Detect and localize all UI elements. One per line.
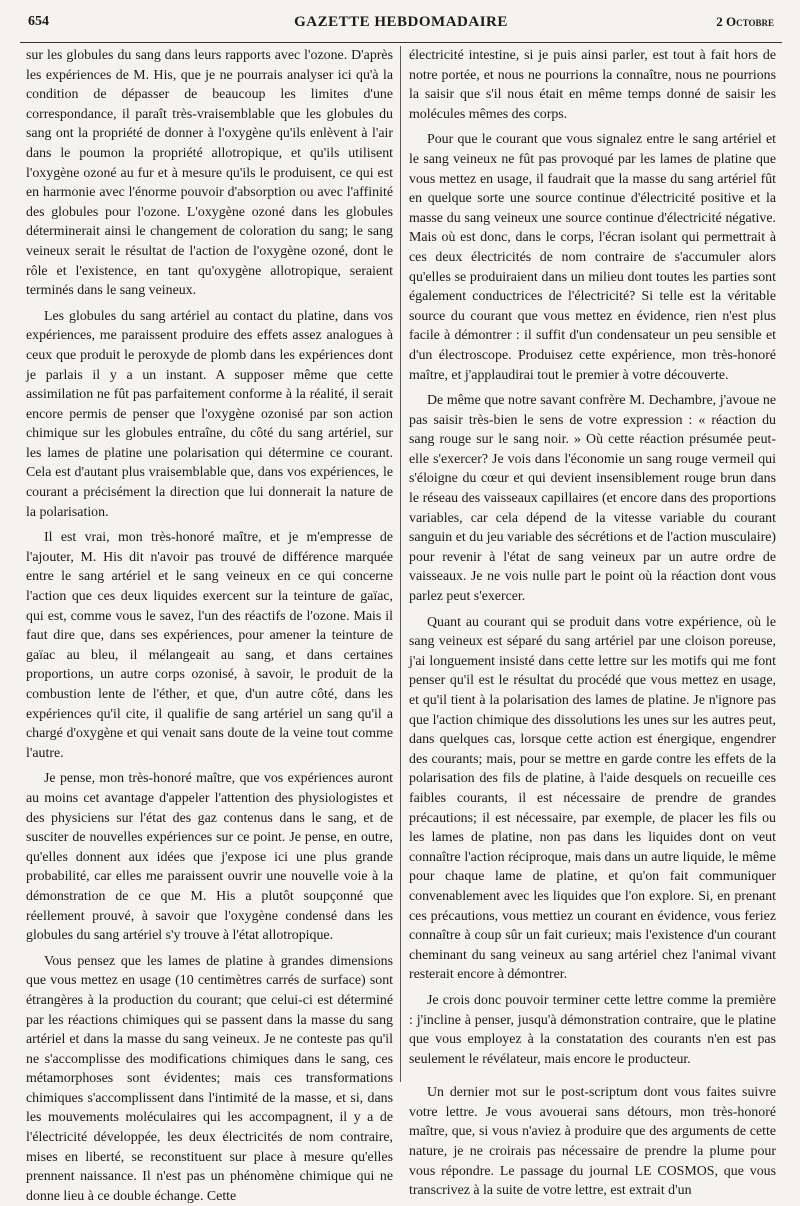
paragraph: De même que notre savant confrère M. Dechambre, j'avoue ne pas saisir très-bien le sens de votre expression : « réaction du sang rouge sur le sang noir. » Où cette réaction présumée peut-elle s'exercer? Je vois dans l'économie un sang rouge vermeil qui s'éloigne du cœur et qui devient insensiblement rouge brun dans le réseau des vaisseaux capillaires (et encore dans des proportions variables, car cela dépend de la vitesse variable du courant sanguin et du jeu variable des sécrétions et de l'action musculaire) pour revenir à l'état de sang veineux par un autre ordre de vaisseaux. Je ne vois nulle part le point où la réaction dont vous parlez peut s'exercer. [409,393,776,605]
left-column [26,46,393,1204]
page-number: 654 [28,14,49,29]
paragraph: Les globules du sang artériel au contact du platine, dans vos expériences, me paraissent produire des effets assez analogues à ceux que produit le peroxyde de plomb dans les expériences dont je parlais il y a un instant. A supposer même que cette assimilation ne fût pas parfaitement conforme à la réalité, il serait encore permis de penser que l'oxygène ozonisé par son action chimique sur les globules entraîne, du côté du sang artériel, sur les lames de platine une polarisation qui détermine ce courant. Cela est d'autant plus vraisemblable que, dans vos expériences, le courant a précisément la direction que lui donnerait la nature de la polarisation. [26,308,393,520]
paragraph: Pour que le courant que vous signalez entre le sang artériel et le sang veineux ne fût pas provoqué par les lames de platine que vous mettez en usage, il faudrait que la masse du sang artériel fût en quelque sorte une source continue d'électricité positive et la masse du sang veineux une source continue d'électricité négative. Mais où est donc, dans le corps, l'écran isolant qui permettrait à ces deux électricités de nom contraire de s'accumuler alors qu'elles se produiraient dans un milieu dont toutes les parties sont également conductrices de l'électricité? Si telle est la véritable source du courant que vous mettez en évidence, rien n'est plus facile à démontrer : il suffit d'un condensateur un peu sensible et d'un électroscope. Produisez cette expérience, mon très-honoré maître, et j'applaudirai tout le premier à votre découverte. [409,132,776,383]
paragraph: Je pense, mon très-honoré maître, que vos expériences auront au moins cet avantage d'appeler l'attention des physiologistes et des physiciens sur l'état des gaz contenus dans le sang, et de susciter de nouvelles expériences sur ce point. Je pense, en outre, qu'elles donnent aux idées que j'expose ici une plus grande probabilité, car elles me paraissent ouvrir une nouvelle voie à la démonstration de ce que M. His a plutôt soupçonné que réellement prouvé, à savoir que l'oxygène condensé dans les globules du sang artériel s'y trouve à l'état allotropique. [26,771,393,944]
right-column [409,46,776,1199]
issue-date-month: Octobre [726,14,774,29]
paragraph: électricité intestine, si je puis ainsi parler, est tout à fait hors de notre portée, et nous ne pourrions la connaître, nous ne pourrions la saisir que s'il nous était en même temps donné de saisir les molécules mêmes des corps. [409,48,776,122]
paragraph: Un dernier mot sur le post-scriptum dont vous faites suivre votre lettre. Je vous avouerai sans détours, mon très-honoré maître, que, si vous n'aviez à produire que des arguments de cette nature, je ne croirais pas nécessaire de prendre la plume pour vous répondre. Le passage du journal LE COSMOS, que vous transcrivez à la suite de votre lettre, est extrait d'un [409,1085,776,1199]
paragraph: Vous pensez que les lames de platine à grandes dimensions que vous mettez en usage (10 centimètres carrés de surface) sont étrangères à la production du courant; que celui-ci est déterminé par les réactions chimiques qui se passent dans la masse du sang artériel et dans la masse du sang veineux. Je ne conteste pas qu'il ne s'accomplisse des modifications chimiques dans le sang, ces métamorphoses sont évidentes; mais ces transformations chimiques s'accomplissent dans l'intimité de la masse, et si, dans les mouvements moléculaires qui les accompagnent, il y a de l'électricité développée, les deux électricités de nom contraire, mises en liberté, se reconstituent sur place à mesure qu'elles prennent naissance. Il n'est pas un phénomène chimique qui ne donne lieu à ce double échange. Cette [26,953,393,1204]
paragraph: sur les globules du sang dans leurs rapports avec l'ozone. D'après les expériences de M. His, que je ne pourrais analyser ici qu'à la condition de dépasser de beaucoup les limites d'une correspondance, il paraît très-vraisemblable que les globules du sang ont la propriété de donner à l'oxygène qu'ils enlèvent à l'air dans le poumon la propriété allotropique, et qu'ils utilisent l'oxygène ozoné au fur et à mesure qu'ils le produisent, ce qui est en harmonie avec l'énorme pouvoir d'absorption ou avec l'affinité des globules pour l'ozone. L'oxygène ozoné dans les globules déterminerait ainsi le changement de coloration du sang; le sang veineux serait le résultat de l'action de l'oxygène ozoné, dont le rôle et l'existence, en tant qu'oxygène allotropique, seraient terminés dans le sang veineux. [26,48,393,299]
issue-date-day: 2 [716,14,723,29]
paragraph: Il est vrai, mon très-honoré maître, et je m'empresse de l'ajouter, M. His dit n'avoir pas trouvé de différence marquée entre le sang artériel et le sang veineux en ce qui concerne l'action que ces deux liquides exercent sur la teinture de gaïac, qui est, comme vous le savez, l'un des réactifs de l'ozone. Mais il faut dire que, dans ses expériences, pour amener la teinture de gaïac au bleu, il mélangeait au sang, et dans certaines proportions, un autre corps ozonisé, à savoir, le produit de la combustion lente de l'éther, et que, d'un autre côté, dans les expériences qu'il cite, il qualifie de sang artériel un sang qu'il a chargé d'oxygène et qui venait sans doute de la veine tout comme l'autre. [26,530,393,761]
journal-page [20,0,782,1204]
paragraph: Quant au courant qui se produit dans votre expérience, où le sang veineux est séparé du sang artériel par une cloison poreuse, j'ai longuement insisté dans cette lettre sur les motifs qui me font penser qu'il est le résultat du procédé que vous mettez en usage, et qu'il tient à la polarisation des lames de platine. Je n'ignore pas que l'action chimique des dissolutions les unes sur les autres peut, dans quelques cas, lorsque cette action est énergique, engendrer des courants; mais, pour se mettre en garde contre les effets de la polarisation des fils de platine, à l'aide desquels on recueille ces faibles courants, il est nécessaire de prendre de grandes précautions; il est nécessaire, par exemple, de placer les fils ou les lames de platine, non pas dans les liquides dont on veut connaître l'action réciproque, mais dans un autre liquide, le même pour chaque lame de platine, et qu'on fait communiquer convenablement avec les liquides que l'on explore. Si, en prenant ces précautions, vous mettiez un courant en évidence, vous feriez connaître à coup sûr un fait curieux; mais l'existence d'un courant cheminant du sang veineux au sang artériel chez l'animal vivant resterait encore à démontrer. [409,614,776,983]
paragraph: Je crois donc pouvoir terminer cette lettre comme la première : j'incline à penser, jusqu'à démonstration contraire, que le platine que vous employez à la constatation des courants n'en est pas seulement le révélateur, mais encore le producteur. [409,992,776,1067]
issue-date [716,14,774,30]
journal-title: GAZETTE HEBDOMADAIRE [294,14,508,30]
running-header [20,8,782,43]
column-divider [400,46,401,1082]
